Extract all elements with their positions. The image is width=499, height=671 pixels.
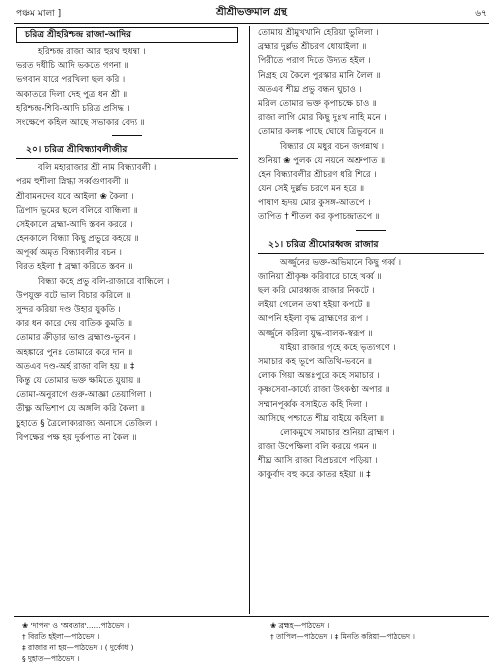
verse-line: পরম হুশীলা স্নিগ্ধা সর্ব্বগুণাবলী ॥ — [16, 177, 129, 188]
verse-line: হেন বিন্ধ্যাবলীর শ্রীচরণ ধরি শিরে । — [258, 169, 377, 180]
verse-line: নিগ্রহ যে কৈলে পুরস্কার মানি লৈল ॥ — [258, 70, 381, 81]
verse-line: চুহাতে § ত্রৈলোক্যরাজ্য অনাসে তেজিল । — [16, 418, 158, 429]
verse-line: রাজা লাগি মোর কিছু দুঃখ নাহি মনে । — [258, 113, 387, 124]
footnotes-right — [270, 620, 415, 642]
verse-line: বলি মহারাজার শ্রী নাম বিন্ধ্যাবলী । — [38, 163, 157, 174]
footnote-rule — [14, 616, 489, 617]
section-rule — [356, 230, 386, 231]
right-verses-2 — [258, 256, 484, 483]
verse-line: তোমায় শ্রীমুখখানি হেরিয়া ভুলিলা । — [258, 28, 379, 38]
verse-line: অতএব শীঘ্র প্রভু বন্ধন ঘুচাও । — [258, 84, 362, 95]
running-header — [16, 6, 487, 20]
verse-line: তীক্ষ্ণ অভিশাপ যে অঙ্গলি করি কৈলা ॥ — [16, 404, 146, 415]
verse-line: সমাচার কহ ভূপে অতিথি-ভবনে ॥ — [258, 356, 373, 367]
verse-line: ছল করি মোরধ্বজ রাজার নিকটে । — [258, 286, 375, 296]
verse-line: সংক্ষেপে কহিল আছে সভাকার বেদ্য ॥ — [16, 117, 145, 128]
verse-line: সুন্দর করিয়া দণ্ড উহার যুকতি । — [16, 305, 121, 315]
footnote: ‡ রাজার না হয়—পাঠভেদ । ( দুর্কোধ ) — [22, 643, 134, 652]
footnote: ❀ 'দাপন' ও 'অবতার'......পাঠভেদ । — [22, 621, 130, 630]
verse-line: হরিশ্চন্দ্র-শিবি-আদি চরিত্র প্রসিদ্ধ । — [16, 103, 130, 114]
verse-line: রাজা উপেক্ষিলা বলি করয়ে গমন ॥ — [258, 442, 377, 453]
verse-line: কৃষ্ণসেবা-কার্য্যে রাজা উৎকণ্ঠা অপার ॥ — [258, 385, 390, 396]
verse-line: হেনকালে বিন্ধ্যা কিছু প্রভুরে কহয়ে ॥ — [16, 234, 139, 245]
verse-line: ব্রহ্মার দুর্ল্লভ শ্রীচরণ ধোয়াইলা ॥ — [258, 42, 367, 53]
verse-line: বিন্ধ্যার যে মধুর বচন জগন্নাথ । — [280, 141, 385, 152]
verse-line: অর্জ্জুনে করিলা যুদ্ধ-বালক-স্বরূপ ॥ — [258, 328, 373, 339]
verse-line: মরিল তোমার ভক্ত কৃপাচক্ষে চাও ॥ — [258, 98, 377, 109]
verse-line: ত্রিপাদ ভূমের ছলে বলিরে বান্ধিলা ॥ — [16, 205, 138, 216]
verse-line: কিন্তু যে তোমার ভক্ত ক্ষমিতে যুয়ায় ॥ — [16, 375, 141, 386]
section-heading: ২১। চরিত্র শ্রীমোরধ্বজ রাজার — [258, 237, 484, 254]
left-verses-2 — [16, 161, 238, 445]
verse-line: অকাতরে দিলা দেহ পুত্র ধন শ্রী ॥ — [16, 89, 128, 100]
verse-line: তোমার ক্রীড়ার ভাণ্ড ব্রহ্মাণ্ড-ভুবন । — [16, 333, 136, 344]
right-verses-1 — [258, 26, 484, 225]
verse-line: জানিয়া শ্রীকৃষ্ণ করিবারে চাহে খর্ব্ব ॥ — [258, 271, 382, 282]
header-left: পঞ্চম মালা ] — [16, 9, 62, 19]
verse-line: অহঙ্কারে পুনঃ তোমারে করে দান ॥ — [16, 347, 133, 358]
verse-line: উপযুক্ত বটে ভাল বিচার করিলে ॥ — [16, 290, 131, 301]
footnote: ❀ ব্রহ্মহ—পাঠভেদ । — [270, 621, 330, 630]
section-heading: ২০। চরিত্র শ্রীবিন্ধ্যাবলীজীর — [16, 142, 238, 159]
left-verses-1 — [16, 45, 238, 130]
verse-line: পাষাণ হৃদয় মোর কুসঙ্গ-আতপে । — [258, 198, 371, 209]
verse-line: ভগবান যারে পরখিলা ছল করি । — [16, 75, 126, 86]
header-title: শ্রীশ্রীভক্তমাল গ্রন্থ — [216, 7, 287, 18]
section-rule — [112, 135, 142, 136]
verse-line: যেন সেই দুর্ল্লভ চরণে মন হরে ॥ — [258, 184, 365, 195]
footnotes-left — [22, 620, 134, 664]
verse-line: যাইয়া রাজার গৃহে কহে ভৃত্যগণে । — [280, 342, 396, 353]
verse-line: সেইকালে ব্রহ্মা-আদি স্তবন কররে । — [16, 219, 133, 230]
verse-line: হরিশ্চন্দ্র রাজা আর হুরথ হুধন্বা । — [38, 47, 146, 57]
verse-line: অর্জ্জুনের ভক্ত-অভিমানে কিছু গর্ব্ব । — [280, 257, 402, 268]
verse-line: লোক গিয়া অন্তঃপুরে কহে সমাচার । — [258, 371, 380, 382]
box-heading: চরিত্র শ্রীহরিশ্চন্দ্র রাজা-আদির — [16, 27, 238, 43]
verse-line: আপনি হইলা বৃদ্ধ ব্রাহ্মণের রূপ । — [258, 314, 369, 325]
verse-line: বিন্ধ্যা কহে প্রভু বলি-রাজারে বান্ধিলে । — [38, 276, 170, 287]
left-column — [16, 26, 238, 445]
verse-line: শুনিয়া ❀ পুলক যে নয়নে অশ্রুপাত ॥ — [258, 155, 386, 166]
footnote: § দুহাত—পাঠভেদ । — [22, 654, 80, 663]
verse-line: অপূর্ব্ব অমৃত বিন্ধ্যাবলীর বচন । — [16, 248, 122, 259]
header-rule — [14, 23, 489, 24]
column-divider — [249, 26, 250, 614]
verse-line: ভরত দধীচি আদি ভকতে গণনা ॥ — [16, 61, 129, 72]
verse-line: কার ধন কারে দেয় বাতিক কুমতি ॥ — [16, 319, 133, 330]
verse-line: শ্রীবামনদেব যবে আইলা ❀ কৈলা । — [16, 191, 134, 202]
verse-line: শীঘ্র আসি রাজা বিপ্রচরণে পড়িয়া । — [258, 456, 378, 467]
verse-line: কাকুর্বাদ বহু করে কাতর হইয়া ॥ ‡ — [258, 470, 371, 481]
verse-line: লোকমুখে সমাচার শুনিয়া ব্রাহ্মণ । — [280, 427, 395, 438]
verse-line: লইয়া গেলেন তথা হইয়া কপটে ॥ — [258, 300, 371, 311]
footnote: † তাপিল—পাঠভেদ । ‡ মিনতি করিয়া—পাঠভেদ । — [270, 632, 415, 641]
verse-line: বিরত হইলা † ব্রহ্মা করিতে স্তবন ॥ — [16, 262, 133, 273]
verse-line: পিরীতে পরাণ দিতে উদ্যত হইল । — [258, 56, 371, 67]
verse-line: বিপক্ষের পক্ষ হয় দুর্কপাত না কৈল ॥ — [16, 432, 137, 443]
verse-line: তোমা-অনুরাগে গুরু-আজ্ঞা তেয়াগিলা । — [16, 390, 152, 401]
right-column — [258, 26, 484, 483]
verse-line: আসিছে পশ্চাতে শীঘ্র বাইয়ে কহিলা ॥ — [258, 413, 385, 424]
page-number: ৬৭ — [475, 9, 487, 19]
verse-line: তাপিত † শীতল কর কৃপাচন্দ্রাতপে ॥ — [258, 212, 380, 223]
verse-line: অতএব দণ্ড-অর্হ রাজা বলি হয় ॥ ‡ — [16, 361, 135, 372]
footnote: † বিরতি হইলা—পাঠভেদ । — [22, 632, 100, 641]
verse-line: সম্মানপূর্ব্বক বসাইতে কহি দিলা । — [258, 399, 368, 410]
verse-line: তোমার কলঙ্ক পাছে ঘোষে ত্রিভুবনে ॥ — [258, 127, 384, 138]
